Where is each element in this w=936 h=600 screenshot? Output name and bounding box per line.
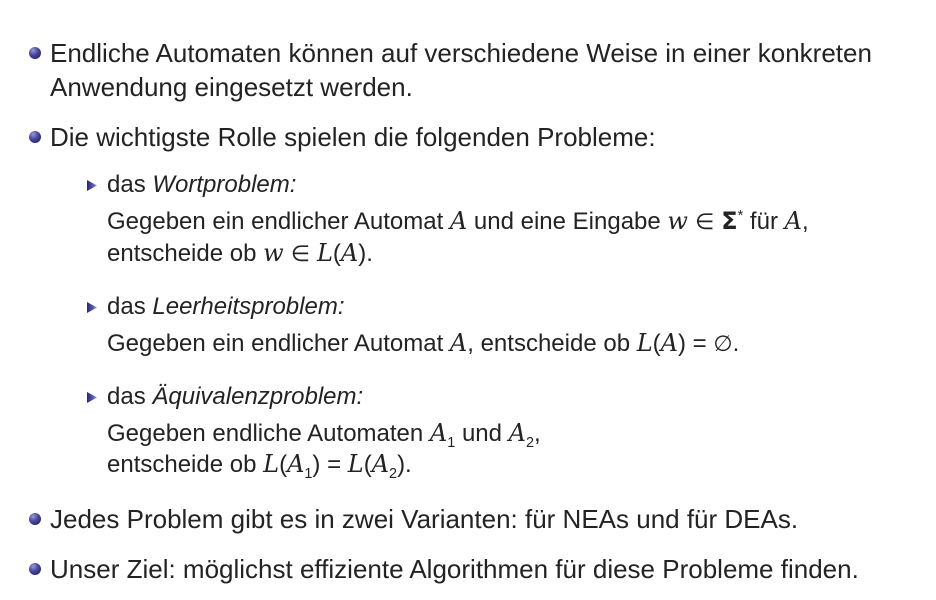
- text-run: Jedes Problem gibt es in zwei Varianten: für NEAs und für DEAs.: [50, 504, 799, 534]
- text-run: ∅: [713, 332, 733, 357]
- text-run: 2: [389, 465, 398, 482]
- sub-bullet-item: [107, 292, 906, 322]
- text-run: Gegeben ein endlicher Automat: [107, 330, 450, 357]
- text-line: [107, 238, 906, 270]
- triangle-bullet-icon: [87, 180, 97, 191]
- text-run: Wortproblem:: [152, 171, 297, 198]
- text-line: [50, 120, 906, 154]
- text-run: Endliche Automaten können auf verschiedene Weise in einer konkreten: [50, 38, 872, 68]
- text-run: und: [455, 420, 509, 447]
- text-run: (: [279, 451, 288, 478]
- triangle-bullet-icon: [87, 302, 97, 313]
- bullet-item: [50, 36, 906, 104]
- text-run: .: [732, 330, 740, 357]
- text-run: und eine Eingabe: [467, 208, 668, 235]
- text-run: Äquivalenzproblem:: [152, 383, 364, 410]
- text-run: L: [316, 239, 333, 267]
- calligraphic-a: A: [449, 207, 468, 235]
- calligraphic-a: A: [449, 329, 468, 357]
- text-line: [107, 418, 906, 449]
- text-run: für: [743, 208, 785, 235]
- sub-bullet-item: [107, 382, 906, 412]
- text-run: 1: [447, 434, 456, 451]
- text-run: Unser Ziel: möglichst effiziente Algorithmen für diese Probleme finden.: [50, 554, 859, 584]
- text-run: ).: [358, 240, 373, 267]
- text-line: [107, 206, 906, 238]
- text-run: ) =: [677, 330, 714, 357]
- text-run: ) =: [312, 451, 348, 478]
- text-line: [50, 36, 906, 70]
- text-run: ).: [397, 451, 412, 478]
- text-run: entscheide ob: [107, 240, 264, 267]
- ball-bullet-icon: [29, 47, 41, 59]
- text-run: Σ: [721, 207, 738, 235]
- calligraphic-a: A: [340, 239, 359, 267]
- sub-bullet-body: [107, 418, 906, 480]
- text-run: entscheide ob: [107, 451, 264, 478]
- text-run: ,: [801, 208, 809, 235]
- ball-bullet-icon: [29, 563, 41, 575]
- text-run: ∈: [283, 242, 317, 267]
- text-line: [50, 502, 906, 536]
- text-run: w: [667, 207, 688, 235]
- text-run: (: [652, 330, 661, 357]
- text-line: [107, 382, 906, 412]
- text-run: (: [332, 240, 341, 267]
- sub-bullet-body: [107, 328, 906, 360]
- slide-items: [0, 36, 936, 586]
- ball-bullet-icon: [29, 513, 41, 525]
- text-run: (: [363, 451, 372, 478]
- text-line: [50, 552, 906, 586]
- text-run: Leerheitsproblem:: [152, 293, 345, 320]
- text-run: , entscheide ob: [467, 330, 637, 357]
- triangle-bullet-icon: [87, 392, 97, 403]
- bullet-item: [50, 552, 906, 586]
- text-line: [107, 328, 906, 360]
- bullet-item: [50, 502, 906, 536]
- text-run: w: [263, 239, 284, 267]
- calligraphic-a: A: [784, 207, 802, 235]
- text-run: L: [347, 450, 364, 478]
- text-run: 2: [526, 434, 535, 451]
- text-line: [107, 292, 906, 322]
- calligraphic-a: A: [429, 419, 448, 447]
- text-run: *: [737, 208, 744, 224]
- text-run: L: [636, 329, 653, 357]
- calligraphic-a: A: [508, 419, 527, 447]
- calligraphic-a: A: [371, 450, 390, 478]
- text-line: [107, 170, 906, 200]
- text-run: das: [107, 383, 153, 410]
- text-run: Die wichtigste Rolle spielen die folgenden Probleme:: [50, 122, 656, 152]
- ball-bullet-icon: [29, 131, 41, 143]
- text-run: Gegeben ein endlicher Automat: [107, 208, 450, 235]
- text-line: [50, 70, 906, 104]
- text-run: das: [107, 293, 153, 320]
- text-line: [107, 449, 906, 480]
- text-run: ,: [534, 420, 541, 447]
- sub-bullet-item: [107, 170, 906, 200]
- bullet-item: [50, 120, 906, 154]
- sub-bullet-body: [107, 206, 906, 270]
- calligraphic-a: A: [660, 329, 678, 357]
- text-run: Anwendung eingesetzt werden.: [50, 72, 413, 102]
- text-run: L: [263, 450, 280, 478]
- text-run: ∈: [687, 210, 722, 235]
- text-run: das: [107, 171, 153, 198]
- text-run: 1: [304, 465, 313, 482]
- text-run: Gegeben endliche Automaten: [107, 420, 430, 447]
- calligraphic-a: A: [287, 450, 305, 478]
